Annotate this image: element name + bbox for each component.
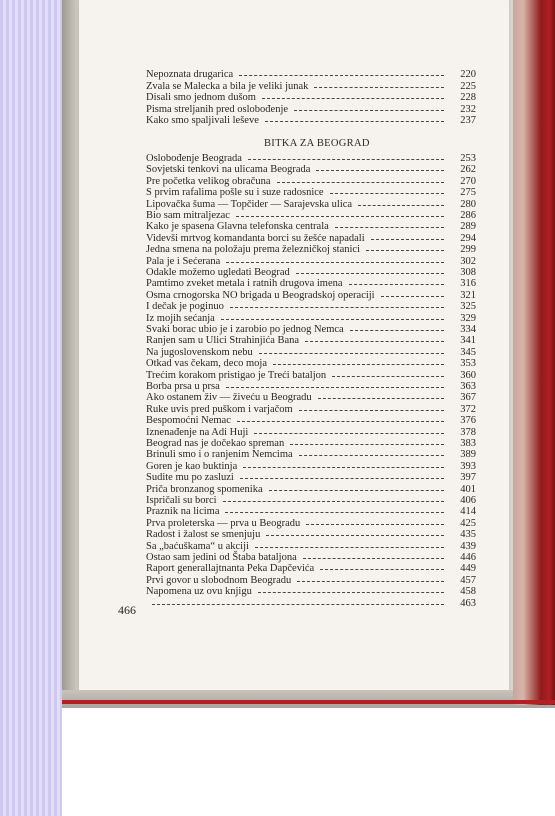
toc-entry-page: 228 [460,92,476,104]
toc-leader-dashes [350,330,444,331]
toc-entry-page: 334 [460,324,476,335]
toc-leader-dashes [299,455,444,456]
toc-leader-dashes [330,193,444,194]
toc-entry-page: 237 [460,115,476,127]
toc-leader-dashes [366,250,444,251]
toc-entry-page: 329 [460,312,476,324]
toc-leader-dashes [296,273,444,274]
toc-leader-dashes [259,353,444,354]
toc-leader-dashes [335,227,444,228]
toc-entry-title: Raport generallajtnanta Peka Dapčevića [146,563,315,575]
toc-leader-dashes [223,501,444,502]
toc-entry-title: Ispričali su borci [146,495,217,506]
toc-leader-dashes [277,182,444,183]
toc-entry-title: Pre početka velikog obračuna [146,175,271,187]
toc-entry-page: 397 [460,472,476,484]
toc-entry-page: 414 [460,506,476,518]
toc-entry-title: Disali smo jednom dušom [146,92,256,104]
toc-entry-title: Otkad vas čekam, deco moja [146,358,267,370]
toc-entry-page: 225 [460,80,476,92]
toc-leader-dashes [314,87,444,88]
toc-entry-title: Kako je spasena Glavna telefonska centrala [146,221,329,233]
toc-leader-dashes [306,524,444,525]
toc-entry-page: 457 [460,574,476,586]
toc-entry-page: 439 [460,540,476,552]
toc-entry-title: Borba prsa u prsa [146,381,220,392]
toc-leader-dashes [297,581,444,582]
toc-entry-title: Osma crnogorska NO brigada u Beogradskoj operaciji [146,289,375,301]
toc-entry-title: I dečak je poginuo [146,301,224,313]
toc-leader-dashes [243,467,444,468]
toc-leader-dashes [262,98,444,99]
toc-entry-title: Brinuli smo i o ranjenim Nemcima [146,449,293,461]
toc-entry-page: 363 [460,381,476,392]
toc-entry-title: Ranjen sam u Ulici Strahinjića Bana [146,335,300,347]
toc-entry-page: 286 [460,210,476,221]
toc-entry-page: 270 [460,175,476,187]
toc-entry-page: 383 [460,438,476,449]
toc-entry-title: Ako ostanem živ — živeću u Beogradu [146,392,312,404]
toc-leader-dashes [240,478,444,479]
toc-leader-dashes [349,284,444,285]
toc-entry-page: 302 [460,255,476,267]
toc-entry-title: Sa „baćuškama“ u akciji [146,540,249,552]
toc-entry-page: 345 [460,346,476,358]
toc-entry-title: Svaki borac ubio je i zarobio po jednog Nemca [146,324,344,335]
toc-entry-page: 376 [460,415,476,427]
toc-leader-dashes [303,558,444,559]
toc-entry-title: Goren je kao buktinja [146,460,238,472]
toc-leader-dashes [248,159,444,160]
toc-leader-dashes [258,592,444,593]
toc-entry-title: Lipovačka šuma — Topčider — Sarajevska ulica [146,198,353,210]
toc-entry-title: Ruke uvis pred puškom i varjačom [146,403,293,415]
toc-leader-dashes [269,490,444,491]
toc-leader-dashes [294,110,444,111]
toc-entry-title: Zvala se Malecka a bila je veliki junak [146,80,309,92]
toc-entry-title: Prva proleterska — prva u Beogradu [146,517,301,529]
toc-leader-dashes [305,341,444,342]
toc-entry-page: 425 [460,517,476,529]
toc-leader-dashes [226,262,444,263]
toc-leader-dashes [221,319,444,320]
toc-entry-page: 289 [460,221,476,233]
toc-leader-dashes [371,239,444,240]
gutter-shadow [62,0,80,700]
scan-left-stripe [0,0,62,816]
toc-entry-page: 393 [460,460,476,472]
toc-leader-dashes [254,433,444,434]
toc-entry-page: 389 [460,449,476,461]
toc-entry-title: Na jugoslovenskom nebu [146,346,253,358]
toc-entry-title: Beograd nas je dočekao spreman [146,438,285,449]
toc-entry-page: 341 [460,335,476,347]
toc-leader-dashes [236,216,444,217]
toc-entry-page: 401 [460,483,476,495]
toc-entry-page: 253 [460,153,476,164]
page-bottom-edge [62,690,555,708]
toc-leader-dashes [320,569,444,570]
toc-entry-title: Pala je i Sećerana [146,255,221,267]
toc-entry-page: 446 [460,552,476,563]
toc-leader-dashes [239,75,444,76]
toc-entry-page: 378 [460,426,476,438]
toc-leader-dashes [225,512,444,513]
toc-entry-title: Trećim korakom pristigao je Treći bataljon [146,369,327,381]
toc-entry-title: Sudite mu po zasluzi [146,472,234,484]
toc-entry-title: Bio sam mitraljezac [146,210,230,221]
toc-entry-title: Prvi govor u slobodnom Beogradu [146,574,292,586]
toc-entry-page: 308 [460,267,476,278]
toc-entry-title: Oslobođenje Beograda [146,153,242,164]
toc-entry-page: 325 [460,301,476,313]
toc-leader-dashes [265,121,444,122]
toc-entry-page: 220 [460,69,476,80]
toc-entry-title: Ostao sam jedini od Štaba bataljona [146,552,297,563]
toc-entry-title: Kako smo spaljivali leševe [146,115,259,127]
toc-entry-title: Praznik na licima [146,506,220,518]
toc-entry-page: 321 [460,289,476,301]
toc-leader-dashes [381,296,444,297]
toc-entry-title: Jedna smena na položaju prema železničkoj stanici [146,244,360,256]
toc-entry-title: Videvši mrtvog komandanta borci su žešće napadali [146,232,365,244]
toc-entry-title: Nepoznata drugarica [146,69,234,80]
toc-entry-title: S prvim rafalima pošle su i suze radosnice [146,187,324,199]
toc-entry-page: 435 [460,529,476,541]
toc-entry-page: 299 [460,244,476,256]
toc-entry-page: 449 [460,563,476,575]
toc-leader-dashes [255,547,444,548]
toc-entry-title: Radost i žalost se smenjuju [146,529,261,541]
toc-leader-dashes [316,170,444,171]
toc-entry-page: 367 [460,392,476,404]
section-heading: BITKA ZA BEOGRAD [264,138,370,149]
toc-entry-title: Iznenađenje na Adi Huji [146,426,249,438]
toc-entry-title: Bespomoćni Nemac [146,415,231,427]
toc-leader-dashes [273,364,444,365]
toc-entry-title: Napomena uz ovu knjigu [146,586,252,598]
toc-entry-title: Sovjetski tenkovi na ulicama Beograda [146,164,311,176]
toc-entry-page: 458 [460,586,476,598]
book-cover-bottom [62,700,555,704]
toc-entry-page: 406 [460,495,476,506]
toc-entry-page: 372 [460,403,476,415]
toc-entry-page: 316 [460,278,476,290]
toc-entry-title: Priča bronzanog spomenika [146,483,263,495]
toc-entry-title: Pamtimo zveket metala i ratnih drugova imena [146,278,343,290]
toc-entry-page: 463 [460,597,476,609]
toc-leader-dashes [332,376,444,377]
toc-entry-page: 353 [460,358,476,370]
toc-entry-page: 360 [460,369,476,381]
toc-entry [146,597,476,610]
toc-entry-page: 294 [460,232,476,244]
book-cover-edge [513,0,555,705]
toc-leader-dashes [290,444,444,445]
toc-entry-page: 280 [460,198,476,210]
toc-leader-dashes [226,387,444,388]
toc-entry [146,114,476,127]
toc-leader-dashes [266,535,444,536]
toc-entry-title: Iz mojih sećanja [146,312,215,324]
toc-leader-dashes [358,205,444,206]
toc-entry-page: 232 [460,103,476,115]
page-number: 466 [118,603,136,617]
toc-leader-dashes [152,604,444,605]
toc-leader-dashes [299,410,444,411]
toc-leader-dashes [237,421,444,422]
toc-entry-page: 275 [460,187,476,199]
toc-entry-title: Pisma streljanih pred oslobođenje [146,103,289,115]
toc-entry-page: 262 [460,164,476,176]
toc-leader-dashes [318,398,444,399]
toc-entry-title: Odakle možemo ugledati Beograd [146,267,290,278]
toc-leader-dashes [230,307,444,308]
